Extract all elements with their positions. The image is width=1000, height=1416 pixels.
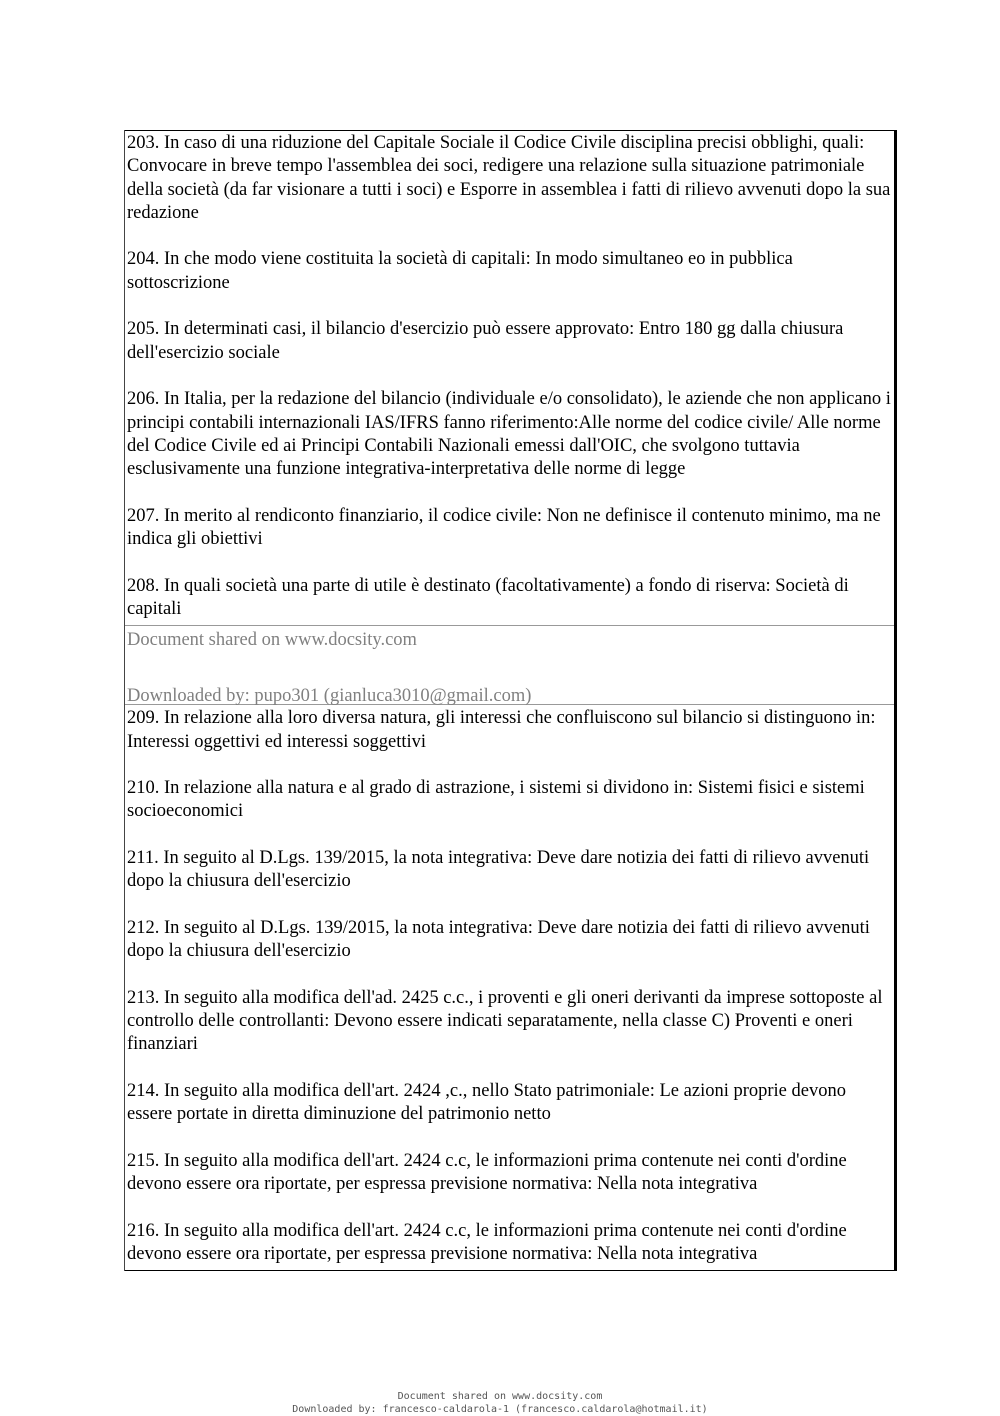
page-footer — [0, 1390, 1000, 1416]
footer-shared: Document shared on www.docsity.com — [397, 1391, 603, 1402]
entry-204: 204. In che modo viene costituita la società di capitali: In modo simultaneo eo in pubblica sottoscrizione — [127, 249, 793, 293]
entry-209: 209. In relazione alla loro diversa natura, gli interessi che confluiscono sul bilancio si distinguono in: Interessi oggettivi ed interessi soggettivi — [127, 708, 876, 752]
entry-212: 212. In seguito al D.Lgs. 139/2015, la nota integrativa: Deve dare notizia dei fatti di rilievo avvenuti dopo la chiusura dell'esercizio — [127, 917, 870, 962]
docsity-watermark — [125, 625, 894, 705]
entry-208: 208. In quali società una parte di utile è destinato (facoltativamente) a fondo di riserva: Società di capitali — [127, 575, 849, 619]
entry-214: 214. In seguito alla modifica dell'art. 2424 ,c., nello Stato patrimoniale: Le azioni proprie devono essere portate in diretta diminuzione del patrimonio netto — [127, 1080, 846, 1125]
entry-213: 213. In seguito alla modifica dell'ad. 2425 c.c., i proventi e gli oneri derivanti da imprese sottoposte al controllo delle controllanti: Devono essere indicati separatamente, nella classe C) Proventi e oneri finanziari — [127, 987, 883, 1055]
watermark-shared: Document shared on www.docsity.com — [127, 630, 417, 651]
entries-block-1 — [125, 130, 894, 625]
entry-215: 215. In seguito alla modifica dell'art. 2424 c.c, le informazioni prima contenute nei conti d'ordine devono essere ora riportate, per espressa previsione normativa: Nella nota integrativa — [127, 1150, 847, 1195]
document-sheet — [124, 130, 897, 1271]
entry-207: 207. In merito al rendiconto finanziario, il codice civile: Non ne definisce il contenuto minimo, ma ne indica gli obiettivi — [127, 505, 881, 550]
entry-203: 203. In caso di una riduzione del Capitale Sociale il Codice Civile disciplina precisi obblighi, quali: Convocare in breve tempo l'assemblea dei soci, redigere una relazione sulla situazione patrimoniale della società (da far visionare a tutti i soci) e Esporre in assemblea i fatti di rilievo avvenuti dopo la sua redazione — [127, 133, 891, 223]
footer-downloaded: Downloaded by: francesco-caldarola-1 (francesco.caldarola@hotmail.it) — [292, 1404, 708, 1415]
entry-206: 206. In Italia, per la redazione del bilancio (individuale e/o consolidato), le aziende che non applicano i principi contabili internazionali IAS/IFRS fanno riferimento:Alle norme del codice civile/ Alle norme del Codice Civile ed ai Principi Contabili Nazionali emessi dall'OIC, che svolgono tuttavia esclusivamente una funzione integrativa-interpretativa delle norme di legge — [127, 389, 891, 480]
entry-210: 210. In relazione alla natura e al grado di astrazione, i sistemi si dividono in: Sistemi fisici e sistemi socioeconomici — [127, 778, 865, 822]
entry-211: 211. In seguito al D.Lgs. 139/2015, la nota integrativa: Deve dare notizia dei fatti di rilievo avvenuti dopo la chiusura dell'esercizio — [127, 848, 870, 892]
entry-216: 216. In seguito alla modifica dell'art. 2424 c.c, le informazioni prima contenute nei conti d'ordine devono essere ora riportate, per espressa previsione normativa: Nella nota integrativa — [127, 1220, 847, 1265]
watermark-downloaded: Downloaded by: pupo301 (gianluca3010@gmail.com) — [127, 686, 532, 707]
entries-block-2 — [125, 705, 894, 1271]
entry-205: 205. In determinati casi, il bilancio d'esercizio può essere approvato: Entro 180 gg dalla chiusura dell'esercizio sociale — [127, 319, 844, 363]
